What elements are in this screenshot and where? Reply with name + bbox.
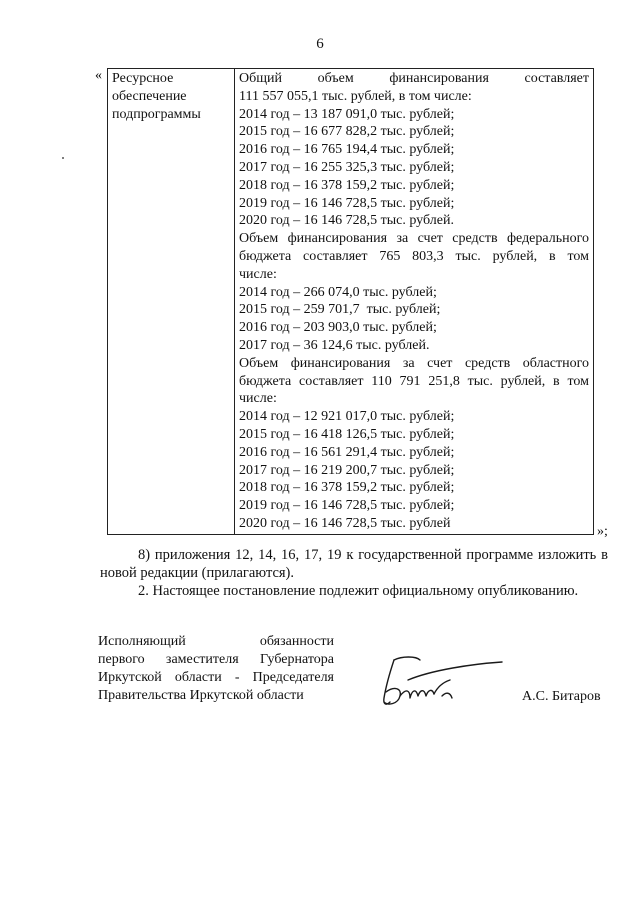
regional-year-line: 2018 год – 16 378 159,2 тыс. рублей;: [239, 480, 455, 496]
total-year-line: 2018 год – 16 378 159,2 тыс. рублей;: [239, 177, 455, 193]
regional-year-line: 2019 год – 16 146 728,5 тыс. рублей;: [239, 498, 455, 514]
regional-intro-line: числе:: [239, 391, 277, 407]
regional-year-line: 2014 год – 12 921 017,0 тыс. рублей;: [239, 409, 455, 425]
funding-cell: [235, 69, 594, 535]
federal-intro-line: бюджета составляет 765 803,3 тыс. рублей, в том: [239, 248, 589, 264]
total-year-line: 2014 год – 13 187 091,0 тыс. рублей;: [239, 106, 455, 122]
scan-speck: [62, 157, 64, 159]
federal-year-line: 2014 год – 266 074,0 тыс. рублей;: [239, 284, 437, 300]
signatory-line: первого заместителя Губернатора: [98, 652, 334, 667]
federal-intro-line: числе:: [239, 266, 277, 282]
opening-quote: «: [95, 68, 102, 83]
page-number: 6: [316, 36, 324, 52]
regional-intro-line: Объем финансирования за счет средств областного: [239, 355, 589, 371]
regional-year-line: 2017 год – 16 219 200,7 тыс. рублей;: [239, 462, 455, 478]
regional-intro-line: бюджета составляет 110 791 251,8 тыс. рублей, в том: [239, 373, 589, 389]
federal-year-line: 2017 год – 36 124,6 тыс. рублей.: [239, 337, 430, 353]
total-year-line: 2020 год – 16 146 728,5 тыс. рублей.: [239, 213, 454, 229]
total-year-line: 2017 год – 16 255 325,3 тыс. рублей;: [239, 159, 455, 175]
federal-year-line: 2015 год – 259 701,7 тыс. рублей;: [239, 302, 441, 318]
table-row: [108, 69, 594, 535]
signer-name: А.С. Битаров: [522, 689, 601, 704]
signatory-line: Правительства Иркутской области: [98, 688, 304, 703]
regional-year-line: 2016 год – 16 561 291,4 тыс. рублей;: [239, 444, 455, 460]
signatory-line: Иркутской области - Председателя: [98, 670, 334, 685]
federal-intro-line: Объем финансирования за счет средств федерального: [239, 231, 589, 247]
resource-label-cell: [108, 69, 235, 535]
item-8-paragraph: 8) приложения 12, 14, 16, 17, 19 к государственной программе изложить в новой редакции (прилагаются).: [100, 547, 608, 581]
regional-year-line: 2015 год – 16 418 126,5 тыс. рублей;: [239, 426, 455, 442]
label-line: обеспечение: [112, 88, 187, 104]
regional-year-line: 2020 год – 16 146 728,5 тыс. рублей: [239, 515, 451, 531]
label-line: подпрограммы: [112, 106, 201, 122]
item-2-paragraph: 2. Настоящее постановление подлежит официальному опубликованию.: [138, 583, 579, 599]
total-year-line: 2019 год – 16 146 728,5 тыс. рублей;: [239, 195, 455, 211]
label-line: Ресурсное: [112, 71, 174, 86]
total-intro-line: Общий объем финансирования составляет: [239, 71, 589, 86]
signatory-line: Исполняющий обязанности: [98, 634, 334, 649]
closing-quote: »;: [597, 524, 608, 539]
total-year-line: 2015 год – 16 677 828,2 тыс. рублей;: [239, 124, 455, 140]
federal-year-line: 2016 год – 203 903,0 тыс. рублей;: [239, 320, 437, 336]
total-year-line: 2016 год – 16 765 194,4 тыс. рублей;: [239, 142, 455, 158]
handwritten-signature: [372, 652, 512, 714]
signatory-title: [98, 633, 334, 705]
total-intro-line: 111 557 055,1 тыс. рублей, в том числе:: [239, 88, 472, 104]
resource-table: [107, 68, 594, 535]
